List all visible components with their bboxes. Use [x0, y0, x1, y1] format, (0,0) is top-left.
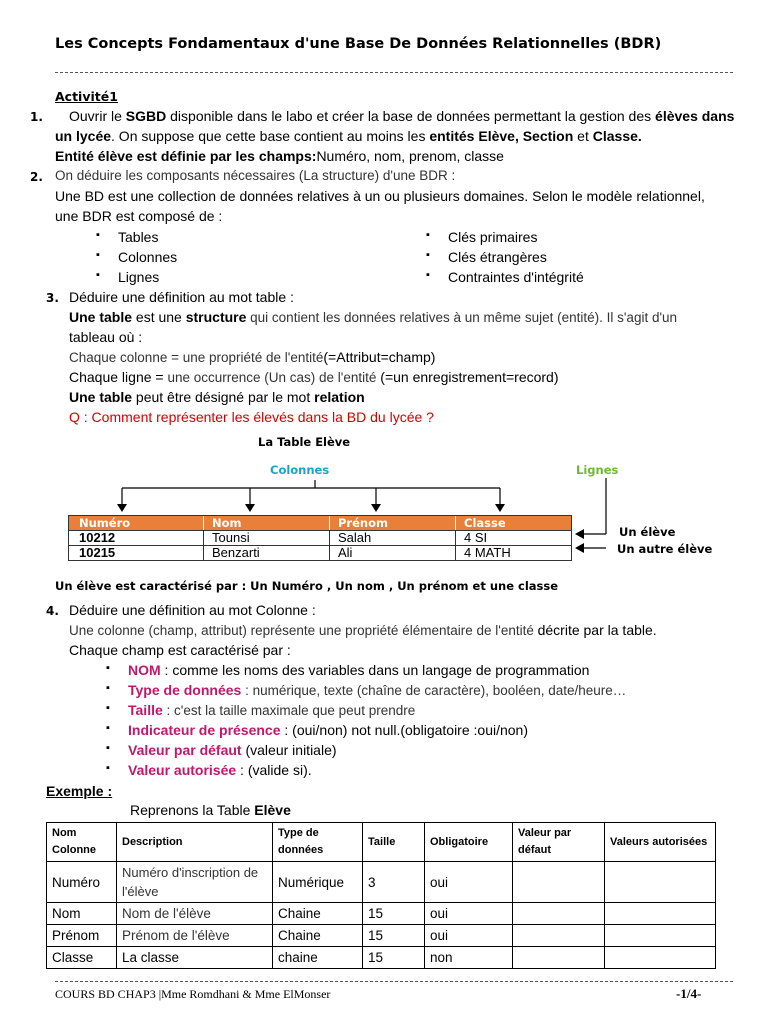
question: Q : Comment représenter les élevés dans la BD du lycée ?: [69, 409, 434, 425]
list-item: ▪ Tables: [118, 229, 158, 245]
diagram-cell: 4 SI: [464, 530, 488, 545]
table-cell: [605, 862, 716, 903]
table-cell: Classe: [47, 947, 117, 969]
list-item: ▪ Lignes: [118, 269, 159, 285]
table-cell: Prénom de l'élève: [117, 925, 273, 947]
list-item: ▪ Clés primaires: [448, 229, 537, 245]
diagram-cell: 4 MATH: [464, 545, 511, 560]
diagram-title: La Table Elève: [258, 435, 351, 449]
table-cell: Numéro d'inscription de l'élève: [117, 862, 273, 903]
item-2-line-3: une BDR est composé de :: [55, 208, 223, 224]
item-3-line-3: tableau où :: [69, 329, 143, 345]
table-cell: [513, 903, 605, 925]
table-cell: Nom de l'élève: [117, 903, 273, 925]
column-header: Valeur par défaut: [513, 823, 605, 862]
table-row: [47, 925, 716, 947]
diagram-header-cell: Prénom: [330, 516, 456, 530]
table-cell: [605, 947, 716, 969]
activity-heading: Activité1: [55, 89, 118, 104]
list-item: ▪ Clés étrangères: [448, 249, 547, 265]
example-label: Exemple :: [46, 783, 113, 799]
table-row: [47, 947, 716, 969]
table-cell: Prénom: [47, 925, 117, 947]
table-cell: Numéro: [47, 862, 117, 903]
item-3-line-5: Chaque ligne = une occurrence (Un cas) de l'entité (=un enregistrement=record): [69, 369, 559, 385]
table-cell: chaine: [273, 947, 363, 969]
list-item: ▪ Valeur par défaut (valeur initiale): [128, 742, 337, 758]
item-4-line-1: Déduire une définition au mot Colonne :: [69, 602, 316, 618]
table-header-row: [47, 823, 716, 862]
table-cell: 3: [363, 862, 425, 903]
column-header: Type de données: [273, 823, 363, 862]
list-item: ▪ Valeur autorisée : (valide si).: [128, 762, 312, 778]
table-cell: Numérique: [273, 862, 363, 903]
table-row: [68, 531, 572, 546]
table-cell: [513, 947, 605, 969]
diagram-cell: 10215: [69, 546, 204, 560]
list-item: ▪ Taille : c'est la taille maximale que peut prendre: [128, 702, 415, 718]
list-item: ▪ NOM : comme les noms des variables dans un langage de programmation: [128, 662, 589, 678]
item-3-line-4: Chaque colonne = une propriété de l'entité(=Attribut=champ): [69, 349, 436, 365]
column-header: Taille: [363, 823, 425, 862]
diagram-colonnes-label: Colonnes: [270, 463, 330, 477]
item-4-line-2: Une colonne (champ, attribut) représente une propriété élémentaire de l'entité décrite par la table.: [69, 622, 657, 638]
item-3-number: 3.: [46, 291, 59, 305]
table-cell: Chaine: [273, 903, 363, 925]
item-4-number: 4.: [46, 604, 59, 618]
item-2-line-1: On déduire les composants nécessaires (La structure) d'une BDR :: [55, 168, 456, 183]
example-table: [46, 822, 716, 969]
table-cell: oui: [425, 862, 513, 903]
item-3-line-2: Une table est une structure qui contient les données relatives à un même sujet (entité). Il s'agit d'un: [69, 309, 678, 325]
table-cell: oui: [425, 925, 513, 947]
table-row: [47, 862, 716, 903]
footer-text: COURS BD CHAP3 |Mme Romdhani & Mme ElMonser: [55, 987, 331, 1001]
footer-divider: [55, 981, 733, 982]
item-1-line-3: Entité élève est définie par les champs:Numéro, nom, prenom, classe: [55, 148, 504, 164]
table-cell: 15: [363, 947, 425, 969]
diagram-cell: Ali: [330, 546, 456, 560]
list-item: ▪ Contraintes d'intégrité: [448, 269, 584, 285]
table-cell: Nom: [47, 903, 117, 925]
diagram-caption: Un élève est caractérisé par : Un Numéro , Un nom , Un prénom et une classe: [55, 579, 559, 593]
diagram-header-cell: Nom: [204, 516, 330, 530]
diagram-cell: 10212: [69, 531, 204, 545]
table-cell: 15: [363, 903, 425, 925]
item-3-line-1: Déduire une définition au mot table :: [69, 289, 294, 305]
list-item: ▪ Indicateur de présence : (oui/non) not null.(obligatoire :oui/non): [128, 722, 528, 738]
page-title: Les Concepts Fondamentaux d'une Base De Données Relationnelles (BDR): [55, 36, 662, 52]
list-item: ▪ Colonnes: [118, 249, 177, 265]
diagram-table: [68, 515, 572, 561]
diagram-row-label: Un élève: [619, 525, 676, 539]
list-item: ▪ Type de données : numérique, texte (chaîne de caractère), booléen, date/heure…: [128, 682, 626, 698]
column-header: Valeurs autorisées: [605, 823, 716, 862]
item-3-line-6: Une table peut être désigné par le mot relation: [69, 389, 365, 405]
table-row: [68, 546, 572, 561]
table-cell: [605, 925, 716, 947]
diagram-header-cell: Numéro: [69, 516, 204, 530]
table-cell: Chaine: [273, 925, 363, 947]
diagram-cell: Salah: [330, 531, 456, 545]
table-cell: [513, 925, 605, 947]
table-cell: [513, 862, 605, 903]
column-header: Nom Colonne: [47, 823, 117, 862]
diagram-header-cell: Classe: [464, 516, 506, 530]
table-cell: non: [425, 947, 513, 969]
item-2-number: 2.: [30, 170, 43, 184]
page-number: -1/4-: [676, 986, 702, 1001]
table-cell: [605, 903, 716, 925]
column-header: Description: [117, 823, 273, 862]
diagram-cell: Tounsi: [204, 531, 330, 545]
table-cell: La classe: [117, 947, 273, 969]
header-divider: [55, 72, 733, 73]
diagram-cell: Benzarti: [204, 546, 330, 560]
diagram-lignes-label: Lignes: [576, 463, 619, 477]
diagram-row-label: Un autre élève: [617, 542, 713, 556]
example-intro: Reprenons la Table Elève: [130, 802, 291, 818]
item-4-line-3: Chaque champ est caractérisé par :: [69, 642, 291, 658]
table-cell: 15: [363, 925, 425, 947]
item-1-number: 1.: [30, 110, 43, 124]
item-1-line-2: un lycée. On suppose que cette base contient au moins les entités Elève, Section et Classe.: [55, 128, 642, 144]
table-cell: oui: [425, 903, 513, 925]
table-row: [47, 903, 716, 925]
item-1-line-1: Ouvrir le SGBD disponible dans le labo et créer la base de données permettant la gestion des élèves dans: [69, 108, 735, 124]
column-header: Obligatoire: [425, 823, 513, 862]
diagram-table-header: [68, 515, 572, 531]
item-2-line-2: Une BD est une collection de données relatives à un ou plusieurs domaines. Selon le modèle relationnel,: [55, 188, 705, 204]
